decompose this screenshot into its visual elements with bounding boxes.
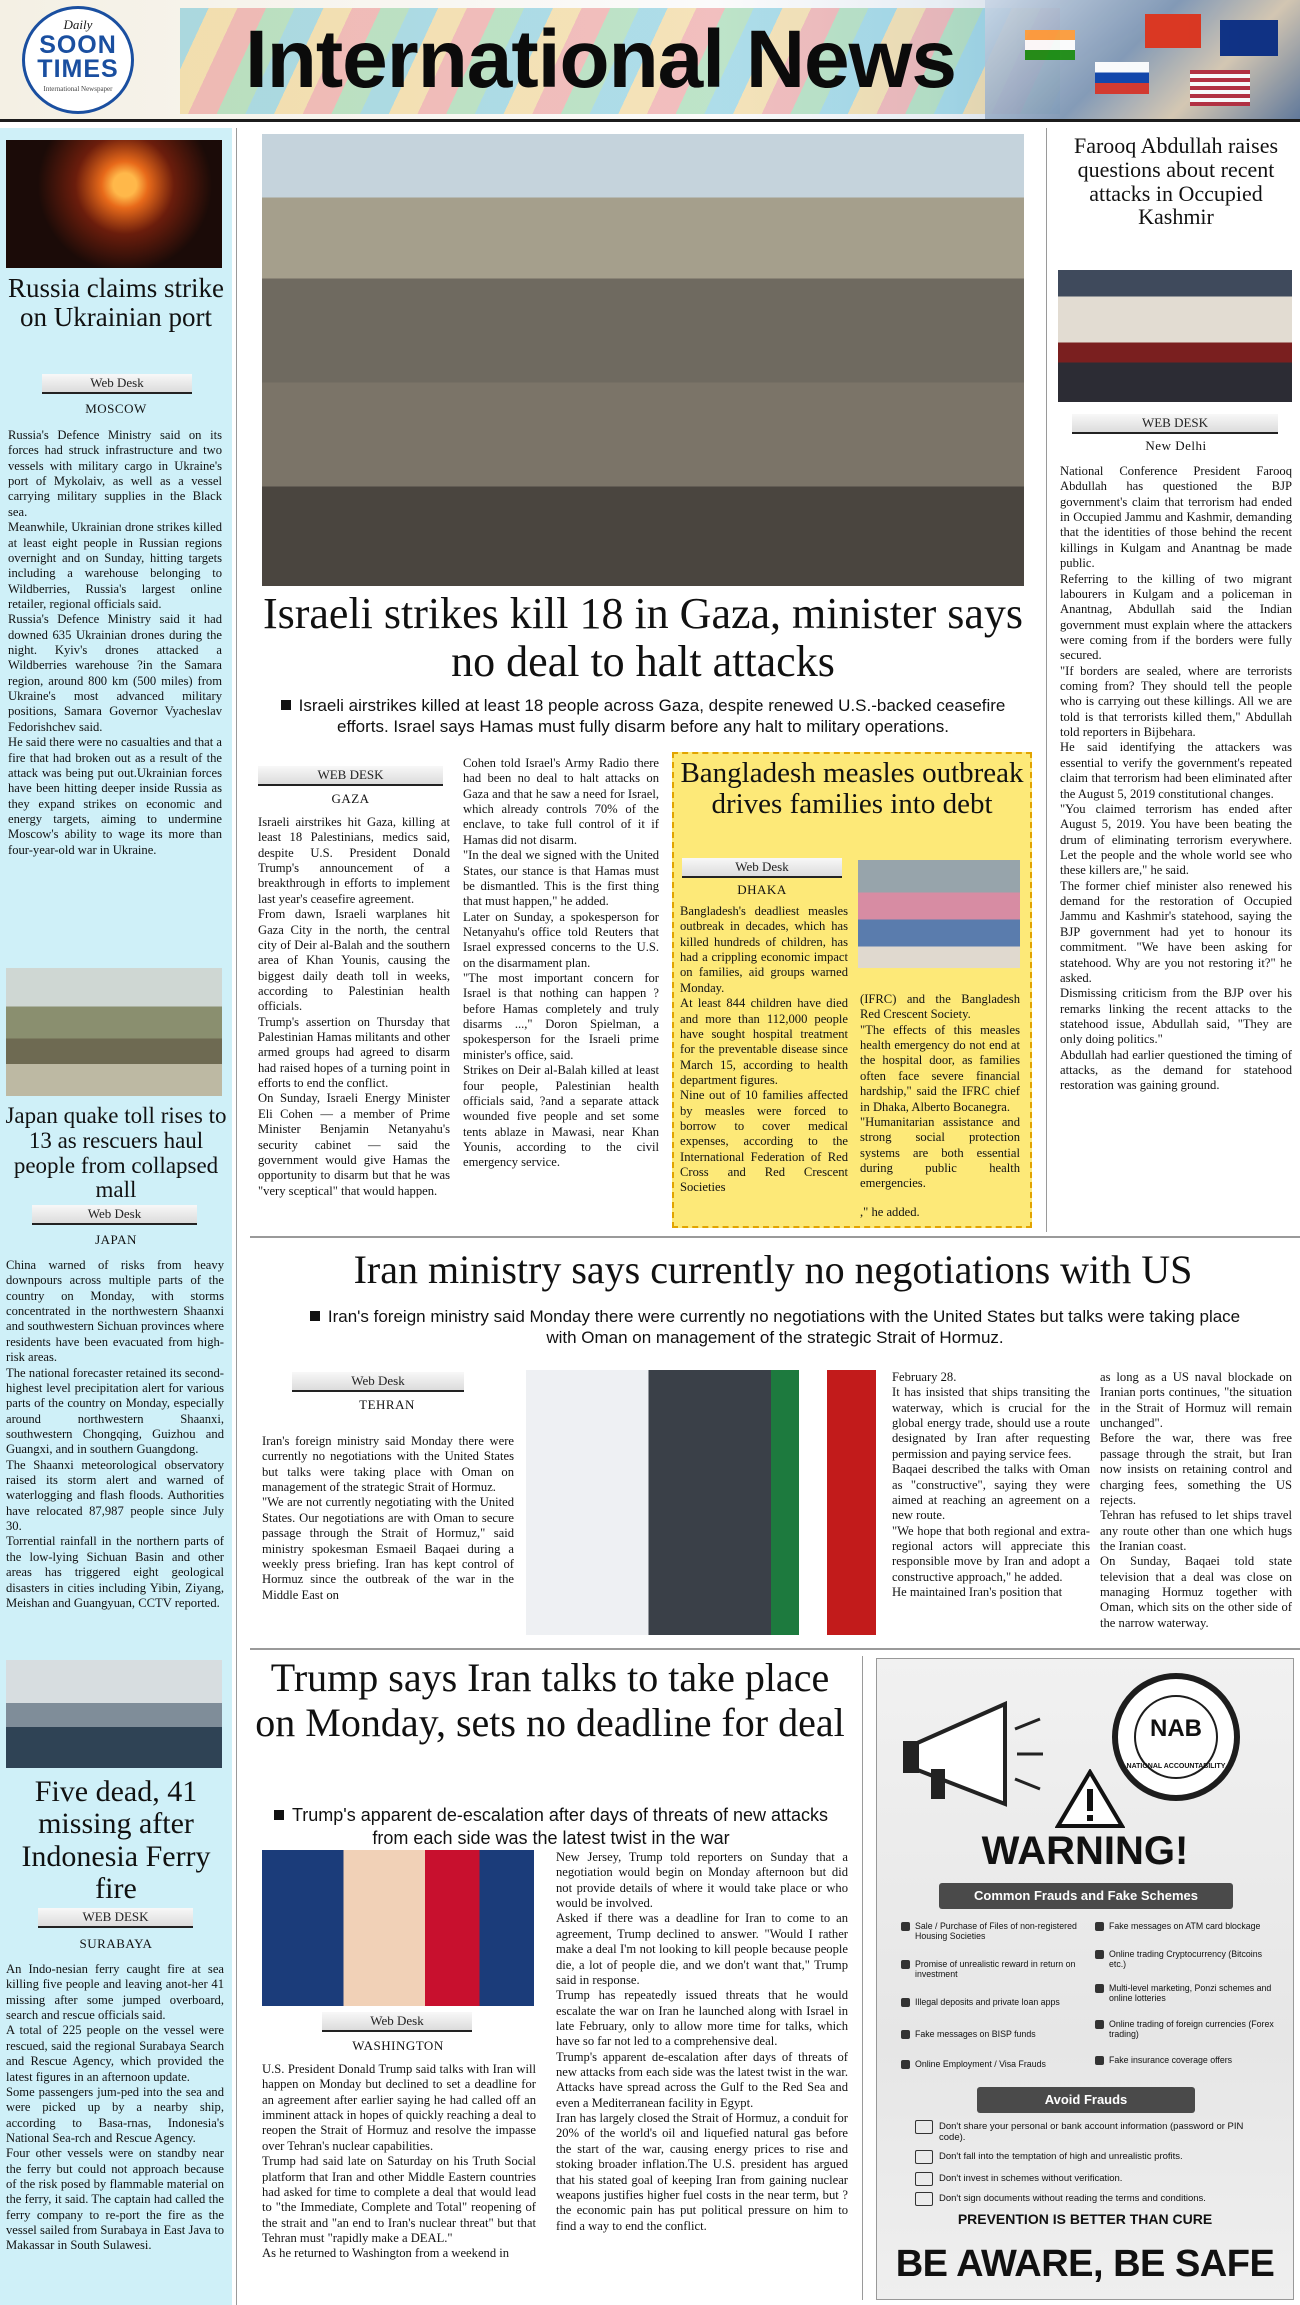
trump-deck — [258, 1804, 844, 1849]
fraud-item: Multi-level marketing, Ponzi schemes and online lotteries — [1109, 1983, 1279, 2003]
trump-headline[interactable]: Trump says Iran talks to take place on Monday, sets no deadline for deal — [255, 1655, 845, 1745]
iran-spokesman-photo[interactable] — [526, 1370, 876, 1635]
ferry-kicker: WEB DESK — [38, 1908, 193, 1928]
measles-hospital-photo[interactable] — [858, 860, 1020, 968]
japan-kicker: Web Desk — [32, 1205, 197, 1225]
bullet-icon — [310, 1311, 320, 1321]
gaza-headline[interactable]: Israeli strikes kill 18 in Gaza, minister says no deal to halt attacks — [262, 589, 1024, 687]
bullet-icon — [274, 1810, 284, 1820]
russia-dateline: MOSCOW — [85, 401, 147, 416]
russia-fire-photo[interactable] — [6, 140, 222, 268]
logo-subtitle: International Newspaper — [43, 85, 113, 93]
russia-headline[interactable]: Russia claims strike on Ukrainian port — [8, 273, 224, 333]
ferry-dateline: SURABAYA — [79, 1936, 153, 1951]
warning-triangle-icon — [1055, 1769, 1125, 1829]
iran-article-col3: as long as a US naval blockade on Iranian ports continues, "the situation in the Strait of Hormuz will remain unchanged". Before the war, there was free passage through the strait, but Iran now insists on retaining control and charging fees, something the US rejects. Tehran has refused to let ships travel any route other than one which hugs the Iranian coast. On Sunday, Baqaei told state television that a deal was close on managing Hormuz together with Oman, which sits on the other side of the narrow waterway. — [1100, 1370, 1292, 1630]
kashmir-kicker: WEB DESK — [1072, 414, 1278, 434]
avoid-item: Don't share your personal or bank account information (password or PIN code). — [939, 2121, 1269, 2143]
kashmir-press-photo[interactable] — [1058, 270, 1292, 402]
fraud-item: Illegal deposits and private loan apps — [915, 1997, 1085, 2007]
ad-warning-title: WARNING! — [981, 1829, 1189, 1873]
masthead — [0, 0, 1300, 122]
measles-article-tail: ," he added. — [860, 1205, 920, 1219]
measles-kicker: Web Desk — [682, 858, 842, 878]
logo-name: SOON TIMES — [37, 31, 119, 83]
nab-seal-subtext: NATIONAL ACCOUNTABILITY — [1126, 1763, 1226, 1770]
section-divider — [250, 1236, 1300, 1238]
newspaper-logo[interactable] — [22, 6, 134, 114]
ferry-headline[interactable]: Five dead, 41 missing after Indonesia Ferry fire — [21, 1775, 211, 1906]
flag-china-icon — [1145, 14, 1201, 48]
japan-article-body: China warned of risks from heavy downpours across multiple parts of the country on Monday, with storms concentrated in the northwestern Shaanxi and southwestern Sichuan provinces where residents have been evacuated from high-risk areas. The national forecaster retained its second-highest level precipitation alert for various parts of the country on Monday, especially around northwestern Shaanxi, southwestern Chongqing, Guizhou and Guangxi, and in southern Guangdong. The Shaanxi meteorological observatory raised its storm alert and warned of waterlogging and flash floods. Authorities have relocated 87,987 people since July 30. Torrential rainfall in the northern parts of the low-lying Sichuan Basin and other areas has triggered eight geological disasters in cities including Yibin, Ziyang, Meishan and Guangyuan, CCTV reported. — [6, 1258, 224, 1610]
japan-dateline: JAPAN — [95, 1232, 137, 1247]
gaza-article-col2: Cohen told Israel's Army Radio there had been no deal to halt attacks on Gaza and that he saw a need for Israel, which already controls 70% of the enclave, to take full control of it if Hamas did not disarm. "In the deal we signed with the United States, our stance is that Hamas must be dismantled. This is the first thing that must happen," he added. Later on Sunday, a spokesperson for Netanyahu's office told Reuters that Israel expressed concerns to the U.S. on the disarmament plan. "The most important concern for Israel is that nothing can happen ?before Hamas completely and truly disarms ...," Doron Spielman, a spokesperson for the Israeli prime minister's office, said. Strikes on Deir al-Balah killed at least four people, Palestinian health officials said, ?and a separate attack wounded five people and set some tents ablaze in Mawasi, near Khan Younis, according to the civil emergency service. — [463, 756, 659, 1170]
russia-kicker: Web Desk — [42, 374, 192, 394]
gaza-deck — [258, 695, 1028, 738]
column-divider — [236, 128, 237, 2305]
bullet-icon — [281, 700, 291, 710]
section-divider — [250, 1648, 1300, 1650]
fraud-item: Online trading of foreign currencies (Forex trading) — [1109, 2019, 1279, 2039]
column-divider — [862, 1656, 863, 2300]
nab-seal-text: NAB — [1150, 1715, 1202, 1742]
gaza-kicker: WEB DESK — [258, 766, 443, 786]
kashmir-article-body: National Conference President Farooq Abdullah has questioned the BJP government's claim that terrorism had ended in Occupied Jammu and Kashmir, demanding that the identities of those behind the recent killings in Kulgam and Anantnag be made public. Referring to the killing of two migrant labourers in Kulgam and a policeman in Anantnag, Abdullah said the Indian government must explain where the attackers were coming from if the borders were fully secured. "If borders are sealed, where are terrorists coming from? They should tell the people who is carrying out these killings. All we are told is that terrorists killed them," Abdullah told reporters in Bijbehara. He said identifying the attackers was essential to verify the government's repeated claim that terrorism had been eliminated after the August 5, 2019 constitutional changes. "You claimed terrorism has ended after August 5, 2019. You have been beating the drum of eliminating terrorism everywhere. Let the people and the whole world see who these killers are," he said. The former chief minister also renewed his demand for the restoration of Occupied Jammu and Kashmir's statehood, saying the BJP government had yet to honour its commitment. "We have been asking for statehood. Why are you not restoring it?" he asked. Dismissing criticism from the BJP over his remarks linking the recent attacks to the statehood issue, Abdullah said, "They are only doing politics." Abdullah had earlier questioned the timing of attacks, as the demand for statehood restoration was gaining ground. — [1060, 464, 1292, 1093]
iran-deck — [300, 1306, 1250, 1349]
gaza-deck-text: Israeli airstrikes killed at least 18 people across Gaza, despite renewed U.S.-backed ceasefire efforts. Israel says Hamas must fully disarm before any halt to military operations. — [298, 696, 1006, 737]
iran-headline[interactable]: Iran ministry says currently no negotiations with US — [353, 1247, 1193, 1292]
fraud-item: Promise of unrealistic reward in return on investment — [915, 1959, 1085, 1979]
ad-prevention-line: PREVENTION IS BETTER THAN CURE — [957, 2211, 1213, 2227]
trump-article-col1: U.S. President Donald Trump said talks with Iran will happen on Monday but declined to set a deadline for an agreement after earlier saying he had called off an imminent attack in hopes of quickly reaching a deal to reopen the Strait of Hormuz and resolve the impasse over Tehran's nuclear capabilities. Trump had said late on Saturday on his Truth Social platform that Iran and other Middle Eastern countries had asked for time to complete a deal that would lead to "the Immediate, Complete and Total" reopening of the strait and "an end to Iran's nuclear threat" but that Tehran must "rapidly make a DEAL." As he returned to Washington from a weekend in — [262, 2062, 536, 2261]
japan-quake-photo[interactable] — [6, 968, 222, 1096]
fraud-item: Online Employment / Visa Frauds — [915, 2059, 1085, 2069]
russia-article-body: Russia's Defence Ministry said on its forces had struck infrastructure and two vessels with military cargo in Ukraine's port of Mykolaiv, as well as a vessel carrying military supplies in the Black sea. Meanwhile, Ukrainian drone strikes killed at least eight people in Russian regions overnight and on Sunday, hitting targets including a warehouse belonging to Wildberries, Russia's largest online retailer, regional officials said. Russia's Defence Ministry said it had downed 635 Ukrainian drones during the night. Kyiv's drones attacked a Wildberries warehouse ?in the Samara region, around 800 km (500 miles) from Ukraine's most advanced military positions, Samara Governor Vyacheslav Fedorishchev said. He said there were no casualties and that a fire that had broken out as a result of the attack was being put out.Ukrainian forces have been hitting deeper inside Russia as they expand strikes on economic and energy targets, aiming to undermine Moscow's ability to wage its more than four-year-old war in Ukraine. — [8, 428, 222, 857]
iran-kicker: Web Desk — [292, 1372, 464, 1392]
gaza-lead-photo[interactable] — [262, 134, 1024, 586]
fraud-item: Fake messages on BISP funds — [915, 2029, 1085, 2039]
fraud-item: Fake insurance coverage offers — [1109, 2055, 1279, 2065]
frauds-banner: Common Frauds and Fake Schemes — [939, 1883, 1233, 1909]
column-divider — [1046, 128, 1047, 1232]
ferry-fire-photo[interactable] — [6, 1660, 222, 1768]
japan-headline[interactable]: Japan quake toll rises to 13 as rescuers haul people from collapsed mall — [5, 1103, 227, 1203]
fraud-item: Sale / Purchase of Files of non-registered Housing Societies — [915, 1921, 1085, 1941]
avoid-item: Don't fall into the temptation of high and unrealistic profits. — [939, 2151, 1269, 2162]
logo-daily: Daily — [63, 17, 93, 32]
ad-slogan: BE AWARE, BE SAFE — [895, 2243, 1275, 2285]
avoid-item: Don't invest in schemes without verification. — [939, 2173, 1269, 2184]
avoid-item: Don't sign documents without reading the terms and conditions. — [939, 2193, 1269, 2204]
nab-seal-icon — [1112, 1673, 1240, 1801]
trump-kicker: Web Desk — [322, 2012, 472, 2032]
kashmir-dateline: New Delhi — [1145, 438, 1207, 453]
ferry-article-body: An Indo-nesian ferry caught fire at sea killing five people and leaving anot-her 41 missing after some jumped overboard, search and rescue officials said. A total of 225 people on the vessel were rescued, said the regional Surabaya Search and Rescue Agency, which provided the latest figures in an afternoon update. Some passengers jum-ped into the sea and were picked up by a nearby ship, according to Basa-rnas, Indonesia's National Sea-rch and Rescue Agency. Four other vessels were on standby near the ferry but could not approach because of the risk posed by flammable material on the ferry, it said. The captain had called the ferry company to re-port the fire as the vessel sailed from Surabaya in East Java to Makassar in South Sulawesi. — [6, 1962, 224, 2253]
iran-article-col1: Iran's foreign ministry said Monday there were currently no negotiations with the United States but talks were taking place with Oman on management of the strategic Strait of Hormuz. "We are not currently negotiating with the United States. Our negotiations are with Oman to secure passage through the Strait of Hormuz," said ministry spokesman Esmaeil Baqaei during a weekly press briefing. Iran has kept control of Hormuz since the outbreak of the war in the Middle East on — [262, 1434, 514, 1602]
gaza-dateline: GAZA — [331, 791, 370, 806]
trump-dateline: WASHINGTON — [352, 2038, 444, 2053]
flag-australia-icon — [1220, 20, 1278, 56]
flag-russia-icon — [1095, 62, 1149, 94]
iran-article-col2: February 28. It has insisted that ships transiting the waterway, which is crucial for the global energy trade, should use a route designated by Iran after requesting permission and paying service fees. Baqaei described the talks with Oman as "constructive", saying they were aimed at reaching an agreement on a new route. "We hope that both regional and extra-regional actors will appreciate this responsible move by Iran and adopt a constructive approach," he added. He maintained Iran's position that — [892, 1370, 1090, 1600]
avoid-frauds-banner: Avoid Frauds — [977, 2087, 1195, 2113]
measles-article-col2: (IFRC) and the Bangladesh Red Crescent Society. "The effects of this measles health emergency do not end at the hospital door, as families often face severe financial hardship," said the IFRC chief in Dhaka, Alberto Bocanegra. "Humanitarian assistance and strong social protection systems are both essential during public health emergencies. — [860, 992, 1020, 1191]
iran-dateline: TEHRAN — [359, 1397, 415, 1412]
kashmir-headline[interactable]: Farooq Abdullah raises questions about recent attacks in Occupied Kashmir — [1073, 133, 1279, 230]
masthead-photo-collage — [985, 0, 1300, 119]
measles-headline[interactable]: Bangladesh measles outbreak drives families into debt — [680, 757, 1024, 821]
fraud-item: Fake messages on ATM card blockage — [1109, 1921, 1279, 1931]
flag-usa-icon — [1190, 70, 1250, 106]
iran-deck-text: Iran's foreign ministry said Monday there were currently no negotiations with the United States but talks were taking place with Oman on management of the strategic Strait of Hormuz. — [327, 1307, 1241, 1348]
gaza-article-col1: Israeli airstrikes hit Gaza, killing at least 18 Palestinians, medics said, despite U.S. President Donald Trump's announcement of a breakthrough in efforts to implement last year's ceasefire agreement. From dawn, Israeli warplanes hit Gaza City in the north, the central city of Deir al-Balah and the southern area of Khan Younis, causing the biggest daily death toll in weeks, according to Palestinian health officials. Trump's assertion on Thursday that Palestinian Hamas militants and other armed groups had agreed to disarm had raised hopes of a turning point in efforts to end the conflict. On Sunday, Israeli Energy Minister Eli Cohen — a member of Prime Minister Benjamin Netanyahu's security cabinet — said the government would give Hamas the opportunity to disarm but that he was "very sceptical" that would happen. — [258, 815, 450, 1198]
trump-deck-text: Trump's apparent de-escalation after days of threats of new attacks from each side was the latest twist in the war — [291, 1805, 829, 1848]
newspaper-section-title: International News — [245, 14, 957, 105]
fraud-item: Online trading Cryptocurrency (Bitcoins etc.) — [1109, 1949, 1279, 1969]
trump-article-col2: New Jersey, Trump told reporters on Sunday that a negotiation would begin on Monday afternoon but did not provide details of where it would take place or who would be involved. Asked if there was a deadline for Iran to come to an agreement, Trump declined to answer. "Would I rather make a deal I'm not looking to kill people because people die, a lot of people die, and we don't want that," Trump said in response. Trump has repeatedly issued threats that he would escalate the war on Iran he launched along with Israel in late February, only to allow more time for talks, which have so far not led to a comprehensive deal. Trump's apparent de-escalation after days of threats of new attacks from each side was the latest twist in the war. Attacks have spread across the Gulf to the Red Sea and even a Mediterranean facility in Egypt. Iran has largely closed the Strait of Hormuz, a conduit for 20% of the world's oil and liquefied natural gas before the start of the war, causing energy prices to rise and stoking broader inflation.The U.S. president has argued that his stated goal of keeping Iran from gaining nuclear weapons justifies higher fuel costs in the near term, but ?the economic pain has put political pressure on him to find a way to end the conflict. — [556, 1850, 848, 2233]
measles-article-col1: Bangladesh's deadliest measles outbreak in decades, which has killed hundreds of children, has had a crippling economic impact on families, aid groups warned Monday. At least 844 children have died and more than 112,000 people have sought hospital treatment for the preventable disease since March 15, according to health department figures. Nine out of 10 families affected by measles were forced to borrow to cover medical expenses, according to the International Federation of Red Cross and Red Crescent Societies — [680, 904, 848, 1195]
nab-awareness-advert[interactable] — [876, 1658, 1294, 2300]
flag-india-icon — [1025, 30, 1075, 60]
megaphone-icon — [895, 1699, 1045, 1809]
trump-photo[interactable] — [262, 1850, 534, 2006]
measles-dateline: DHAKA — [737, 882, 787, 897]
